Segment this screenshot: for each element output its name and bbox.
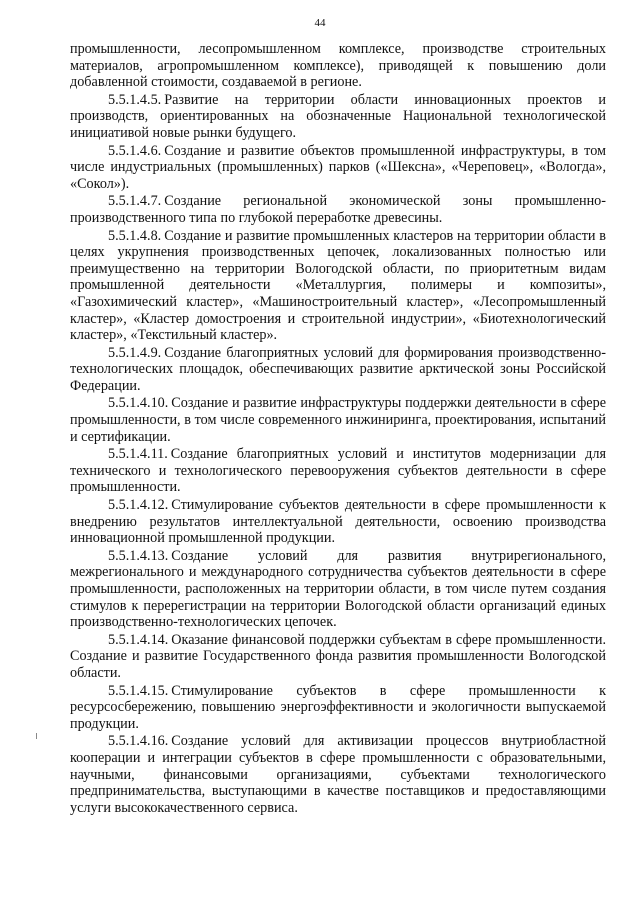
paragraph-text: Создание и развитие инфраструктуры поддержки деятельности в сфере промышленности, в том числе современного инжиниринга, проектирования, испытаний и сертификации. [70, 395, 606, 445]
paragraph-number: 5.5.1.4.7. [108, 193, 162, 210]
paragraph-number: 5.5.1.4.5. [108, 91, 162, 108]
paragraph-5-5-1-4-12 [70, 497, 606, 547]
paragraph-number: 5.5.1.4.16. [108, 733, 169, 750]
paragraph-text: Оказание финансовой поддержки субъектам в сфере промышленности. Создание и развитие Государственного фонда развития промышленности Вологодской области. [70, 631, 606, 681]
paragraph-5-5-1-4-10 [70, 395, 606, 445]
document-body [70, 41, 606, 817]
paragraph-text: Создание условий для активизации процессов внутриобластной кооперации и интеграции субъектов в сфере промышленности с образовательными, научными, финансовыми организациями, субъектами технологического предпринимательства, выступающими в качестве поставщиков и предоставляющими услуги высококачественного сервиса. [70, 733, 606, 816]
paragraph-number: 5.5.1.4.13. [108, 547, 169, 564]
paragraph-5-5-1-4-7 [70, 193, 606, 226]
paragraph-number: 5.5.1.4.14. [108, 631, 169, 648]
paragraph-text: Развитие на территории области инновационных проектов и производств, ориентированных на обозначенные Национальной технологической инициативой новые рынки будущего. [70, 91, 606, 141]
paragraph-text: Создание и развитие объектов промышленной инфраструктуры, в том числе индустриальных (промышленных) парков («Шексна», «Череповец», «Вологда», «Сокол»). [70, 142, 606, 192]
paragraph-5-5-1-4-11 [70, 446, 606, 496]
paragraph-number: 5.5.1.4.12. [108, 497, 169, 514]
paragraph-number: 5.5.1.4.9. [108, 344, 162, 361]
paragraph-text: Создание условий для развития внутрирегионального, межрегионального и международного сотрудничества субъектов деятельности в сфере промышленности, расположенных на территории области, в том числе путем создания стимулов к перерегистрации на территории Вологодской области организаций единых производственно-технологических цепочек. [70, 547, 606, 631]
paragraph-5-5-1-4-8 [70, 228, 606, 344]
page-number: 44 [314, 17, 326, 29]
paragraph-5-5-1-4-5 [70, 92, 606, 142]
paragraph-text: Создание благоприятных условий для формирования производственно-технологических площадок, обеспечивающих развитие арктической зоны Российской Федерации. [70, 344, 606, 394]
paragraph-5-5-1-4-6 [70, 143, 606, 193]
paragraph-5-5-1-4-16 [70, 733, 606, 816]
paragraph-5-5-1-4-9 [70, 345, 606, 395]
paragraph-text: Стимулирование субъектов в сфере промышленности к ресурсосбережению, повышению энергоэффективности и экологичности выпускаемой продукции. [70, 682, 606, 732]
paragraph-text: Создание благоприятных условий и институтов модернизации для технического и технологического перевооружения субъектов деятельности в сфере промышленности. [70, 446, 606, 496]
paragraph-number: 5.5.1.4.6. [108, 142, 162, 159]
paragraph-number: 5.5.1.4.8. [108, 227, 162, 244]
paragraph-5-5-1-4-15 [70, 683, 606, 733]
paragraph-number: 5.5.1.4.15. [108, 682, 169, 699]
scan-margin-mark [36, 733, 37, 739]
paragraph-text: Стимулирование субъектов деятельности в сфере промышленности к внедрению результатов интеллектуальной деятельности, освоению производства инновационной промышленной продукции. [70, 497, 606, 547]
paragraph-text: Создание и развитие промышленных кластеров на территории области в целях укрупнения производственных цепочек, локализованных полностью или преимущественно на территории Вологодской области, по приоритетным видам промышленной деятельности «Металлургия, полимеры и композиты», «Газохимический кластер», «Машиностроительный кластер», «Лесопромышленный кластер», «Кластер домостроения и строительной индустрии», «Биотехнологический кластер», «Текстильный кластер». [70, 227, 606, 344]
paragraph-5-5-1-4-14 [70, 632, 606, 682]
paragraph-continuation [70, 41, 606, 91]
paragraph-number: 5.5.1.4.10. [108, 395, 169, 412]
paragraph-5-5-1-4-13 [70, 548, 606, 631]
paragraph-number: 5.5.1.4.11. [108, 446, 168, 463]
paragraph-text: Создание региональной экономической зоны промышленно-производственного типа по глубокой переработке древесины. [70, 193, 606, 226]
paragraph-text: промышленности, лесопромышленном комплексе, производстве строительных материалов, агропромышленном комплексе), приводящей к повышению доли добавленной стоимости, создаваемой в регионе. [70, 41, 606, 91]
